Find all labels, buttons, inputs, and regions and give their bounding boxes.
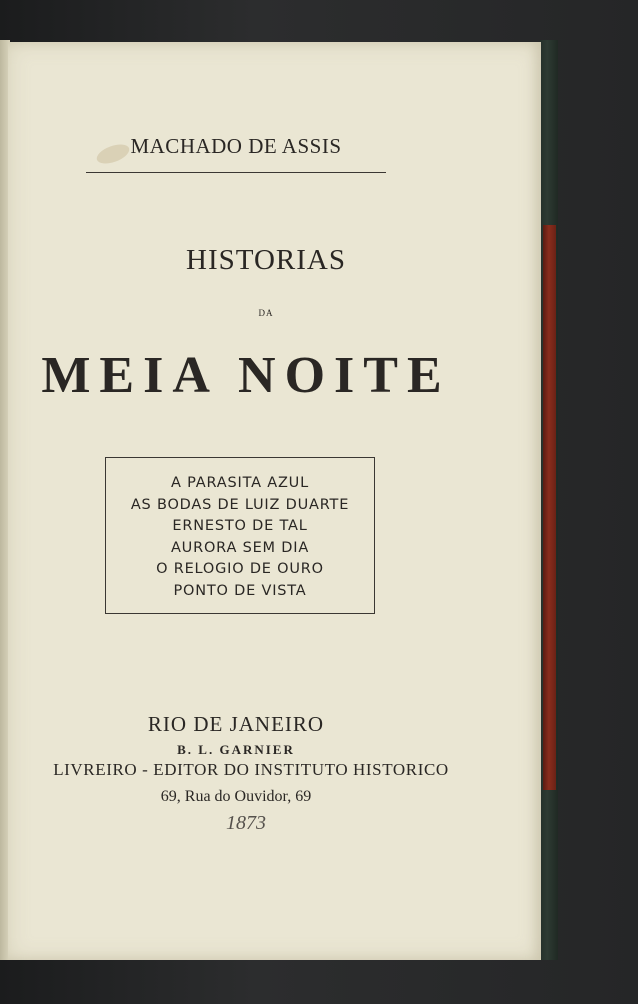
imprint-role: LIVREIRO - EDITOR DO INSTITUTO HISTORICO [53, 760, 449, 779]
contents-item: AURORA SEM DIA [170, 539, 310, 556]
author-name: MACHADO DE ASSIS [130, 134, 342, 158]
imprint-publisher: B. L. GARNIER [177, 742, 295, 757]
title-line-da: DA [258, 308, 274, 318]
contents-box [105, 457, 375, 614]
contents-item: PONTO DE VISTA [173, 582, 307, 599]
author-rule [86, 172, 386, 173]
imprint-address: 69, Rua do Ouvidor, 69 [160, 788, 312, 805]
contents-item: AS BODAS DE LUIZ DUARTE [130, 496, 350, 513]
handwritten-year: 1873 [226, 812, 266, 834]
title-page [8, 42, 541, 960]
contents-item: ERNESTO DE TAL [172, 518, 308, 534]
title-line-historias: HISTORIAS [186, 244, 346, 276]
contents-item: O RELOGIO DE OURO [156, 561, 324, 577]
title-line-meia-noite: MEIA NOITE [41, 347, 451, 404]
contents-list [106, 473, 374, 602]
contents-item: A PARASITA AZUL [171, 475, 309, 491]
imprint-city: RIO DE JANEIRO [147, 712, 325, 736]
spine-marbled-edge [543, 225, 556, 790]
